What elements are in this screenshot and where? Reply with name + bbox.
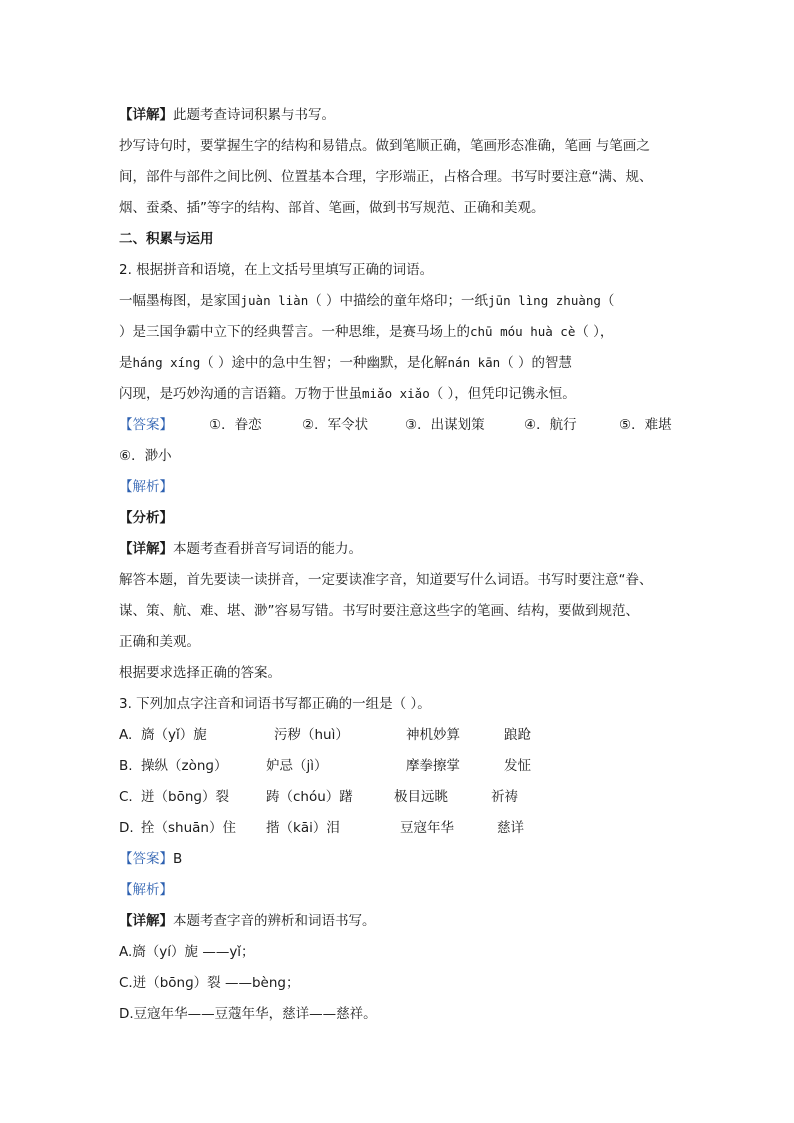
detail-line (119, 105, 679, 125)
pinyin: nán kān (447, 355, 501, 370)
detail-text: 此题考查诗词积累与书写。 (173, 107, 335, 123)
detail-line (119, 539, 679, 559)
detail-text: 本题考查字音的辨析和词语书写。 (173, 913, 376, 929)
pinyin: chū móu huà cè (470, 324, 576, 339)
text-run: 是 (119, 355, 133, 371)
option-word: 摩拳擦掌 (406, 758, 460, 774)
answer-item: ⑤．难堪 (619, 417, 672, 433)
option-word: 豆寇年华 (400, 820, 454, 836)
paragraph-line: 解答本题，首先要读一读拼音，一定要读准字音，知道要写什么词语。书写时要注意“眷、 (119, 572, 653, 588)
question-stem: 3. 下列加点字注音和词语书写都正确的一组是（ ）。 (119, 696, 431, 712)
option-label: D. (119, 820, 134, 836)
detail-line (119, 911, 679, 931)
option-word: 神机妙算 (406, 727, 460, 743)
pinyin: jūn lìng zhuàng (488, 293, 601, 308)
paragraph-line: 根据要求选择正确的答案。 (119, 665, 281, 681)
option-word: 发怔 (504, 758, 531, 774)
answer-item: ②．军令状 (302, 417, 369, 433)
question-text-line (119, 353, 679, 373)
option-word: 迸（bōnɡ）裂 (141, 789, 229, 805)
detail-tag: 【详解】 (119, 107, 173, 123)
analysis-tag: 【解析】 (119, 479, 173, 495)
text-run: （ ）中描绘的童年烙印；一纸 (308, 293, 489, 309)
answer-item: ④．航行 (524, 417, 577, 433)
detail-tag: 【详解】 (119, 541, 173, 557)
option-word: 污秽（huì） (274, 727, 349, 743)
text-run: 一幅墨梅图，是家国 (119, 293, 241, 309)
correction-line: C.迸（bōnɡ）裂 ——bèng； (119, 975, 300, 991)
paragraph-line: 正确和美观。 (119, 634, 200, 650)
option-word: 极目远眺 (394, 789, 448, 805)
option-word: 拴（shuān）住 (141, 820, 236, 836)
analysis-tag: 【解析】 (119, 882, 173, 898)
question-stem: 2. 根据拼音和语境，在上文括号里填写正确的词语。 (119, 262, 434, 278)
option-word: 祈祷 (491, 789, 518, 805)
text-run: （ ）途中的急中生智；一种幽默，是化解 (200, 355, 448, 371)
question-text-line (119, 291, 679, 311)
option-word: 揩（kāi）泪 (266, 820, 340, 836)
text-run: （ (600, 293, 615, 309)
pinyin: juàn liàn (240, 293, 309, 308)
fenxi-tag: 【分析】 (119, 510, 173, 526)
detail-text: 本题考查看拼音写词语的能力。 (173, 541, 362, 557)
option-word: 旖（yǐ）旎 (141, 727, 207, 743)
option-word: 操纵（zònɡ） (141, 758, 228, 774)
text-run: （ ），但凭印记镌永恒。 (429, 386, 576, 402)
option-word: 踌（chóu）躇 (266, 789, 353, 805)
answer-item: ⑥．渺小 (119, 448, 172, 464)
question-text-line (119, 384, 679, 404)
answer-tag: 【答案】 (119, 417, 173, 433)
option-word: 慈详 (497, 820, 524, 836)
answer-value: B (173, 851, 183, 867)
option-label: A. (119, 727, 133, 743)
paragraph-line: 抄写诗句时，要掌握生字的结构和易错点。做到笔顺正确，笔画形态准确，笔画 与笔画之 (119, 138, 650, 154)
paragraph-line: 谋、策、航、难、堪、渺”容易写错。书写时要注意这些字的笔画、结构，要做到规范、 (119, 603, 639, 619)
answer-item: ①．眷恋 (209, 417, 262, 433)
correction-line: D.豆寇年华——豆蔻年华，慈详——慈祥。 (119, 1006, 377, 1022)
option-word: 妒忌（jì） (266, 758, 328, 774)
answer-line (119, 849, 679, 869)
text-run: ）是三国争霸中立下的经典誓言。一种思维，是赛马场上的 (119, 324, 470, 340)
pinyin: miǎo xiǎo (362, 386, 430, 401)
option-label: B. (119, 758, 133, 774)
detail-tag: 【详解】 (119, 913, 173, 929)
option-label: C. (119, 789, 133, 805)
question-text-line (119, 322, 679, 342)
pinyin: háng xíng (132, 355, 201, 370)
paragraph-line: 间，部件与部件之间比例、位置基本合理，字形端正，占格合理。书写时要注意“满、规、 (119, 169, 653, 185)
option-word: 踉跄 (504, 727, 531, 743)
correction-line: A.旖（yí）旎 ——yǐ； (119, 944, 255, 960)
text-run: （ ）， (575, 324, 614, 340)
answer-item: ③．出谋划策 (405, 417, 485, 433)
text-run: 闪现，是巧妙沟通的言语籍。万物于世虽 (119, 386, 362, 402)
text-run: （ ）的智慧 (500, 355, 573, 371)
answer-tag: 【答案】 (119, 851, 173, 867)
paragraph-line: 烟、蚕桑、插”等字的结构、部首、笔画，做到书写规范、正确和美观。 (119, 200, 545, 216)
section-title: 二、积累与运用 (119, 231, 214, 247)
